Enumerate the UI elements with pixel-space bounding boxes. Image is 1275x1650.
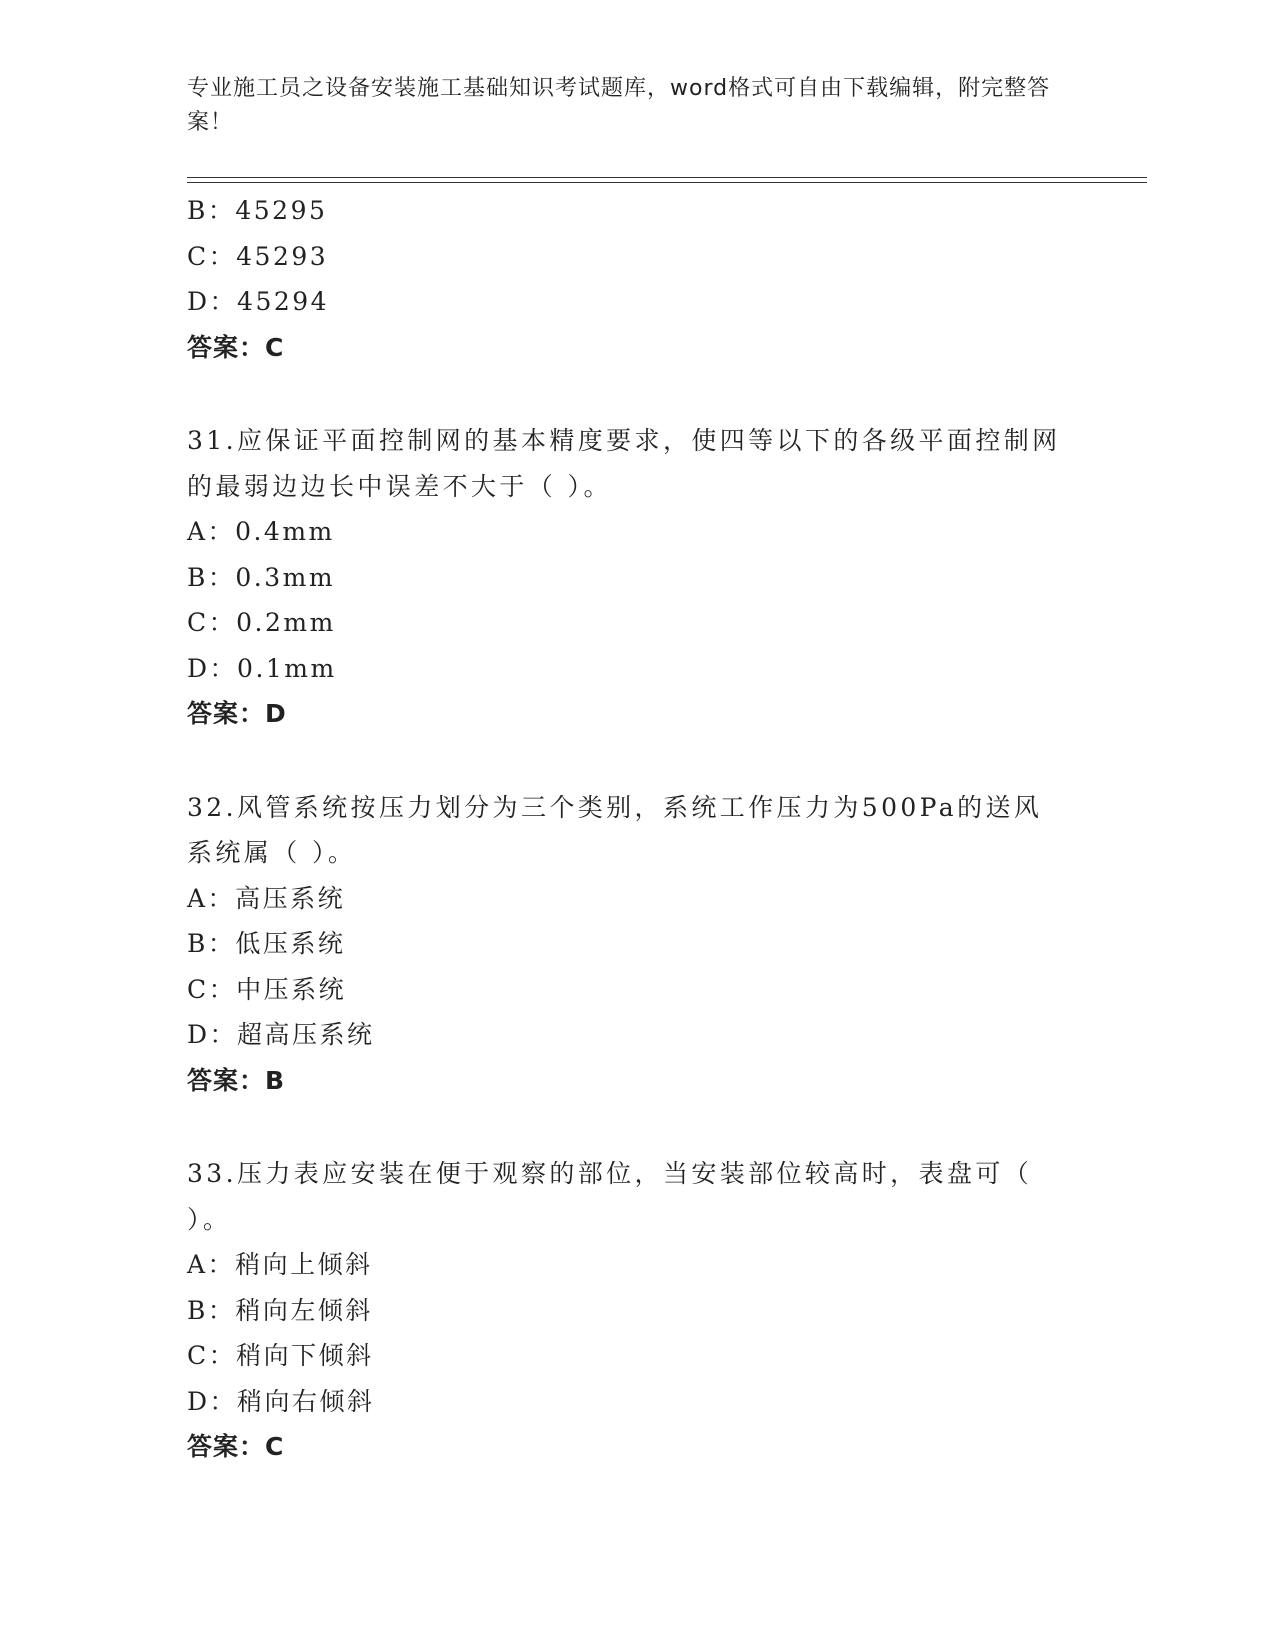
option-text: 低压系统 bbox=[235, 929, 346, 958]
option-key: A： bbox=[187, 517, 236, 546]
question-stem: 31.应保证平面控制网的基本精度要求，使四等以下的各级平面控制网的最弱边边长中误差不大于（ ）。 bbox=[187, 426, 1061, 501]
option-key: B： bbox=[187, 1295, 236, 1325]
option-line bbox=[187, 967, 1087, 1013]
option-line bbox=[187, 600, 1087, 646]
document-header: 专业施工员之设备安装施工基础知识考试题库，word格式可自由下载编辑，附完整答案！ bbox=[187, 76, 1051, 135]
prev-question-block bbox=[187, 188, 1087, 370]
option-text: 稍向右倾斜 bbox=[237, 1386, 375, 1416]
option-key: D： bbox=[187, 1386, 238, 1416]
question-block bbox=[187, 418, 1087, 737]
question-block bbox=[187, 1151, 1087, 1470]
option-text: 0.3mm bbox=[235, 562, 336, 592]
option-key: C： bbox=[187, 608, 237, 637]
question-content bbox=[187, 188, 1087, 1470]
option-key: C： bbox=[187, 1341, 237, 1370]
option-line bbox=[187, 1012, 1087, 1058]
option-key: A： bbox=[187, 1250, 236, 1279]
option-line bbox=[187, 646, 1087, 692]
option-text: 0.2mm bbox=[236, 608, 336, 637]
option-text: 0.1mm bbox=[237, 653, 337, 683]
option-line bbox=[187, 234, 1087, 280]
option-line bbox=[187, 555, 1087, 601]
option-line bbox=[187, 279, 1087, 325]
header-rule-top bbox=[187, 177, 1147, 178]
question-stem: 32.风管系统按压力划分为三个类别，系统工作压力为500Pa的送风系统属（ ）。 bbox=[187, 792, 1043, 867]
option-line bbox=[187, 188, 1087, 234]
option-text: 0.4mm bbox=[235, 517, 335, 546]
document-page bbox=[187, 0, 1147, 1650]
option-key: A： bbox=[187, 883, 236, 913]
option-key: D： bbox=[187, 1020, 238, 1049]
option-key: C： bbox=[187, 974, 237, 1004]
option-key: D： bbox=[187, 287, 238, 316]
option-key: B： bbox=[187, 562, 236, 592]
option-line bbox=[187, 509, 1087, 555]
option-key: C： bbox=[187, 241, 237, 271]
answer-line: 答案：C bbox=[187, 1432, 285, 1461]
option-text: 45293 bbox=[236, 241, 329, 271]
option-key: B： bbox=[187, 196, 236, 225]
option-text: 45295 bbox=[235, 196, 328, 225]
answer-line: 答案：D bbox=[187, 699, 287, 728]
option-line bbox=[187, 1288, 1087, 1334]
option-line bbox=[187, 1242, 1087, 1288]
option-text: 中压系统 bbox=[236, 974, 347, 1004]
answer-line: 答案：B bbox=[187, 1065, 286, 1095]
option-text: 稍向下倾斜 bbox=[236, 1341, 374, 1370]
option-text: 高压系统 bbox=[235, 883, 346, 913]
option-line bbox=[187, 1379, 1087, 1425]
option-text: 稍向左倾斜 bbox=[235, 1295, 373, 1325]
option-line bbox=[187, 921, 1087, 967]
option-key: B： bbox=[187, 929, 236, 958]
option-line bbox=[187, 876, 1087, 922]
option-key: D： bbox=[187, 653, 238, 683]
option-text: 45294 bbox=[237, 287, 330, 316]
option-text: 超高压系统 bbox=[237, 1020, 375, 1049]
header-rule-bottom bbox=[187, 182, 1147, 183]
question-block bbox=[187, 785, 1087, 1104]
answer-line: 答案：C bbox=[187, 332, 285, 362]
option-line bbox=[187, 1333, 1087, 1379]
option-text: 稍向上倾斜 bbox=[235, 1250, 373, 1279]
question-stem: 33.压力表应安装在便于观察的部位，当安装部位较高时，表盘可（ ）。 bbox=[187, 1159, 1033, 1234]
